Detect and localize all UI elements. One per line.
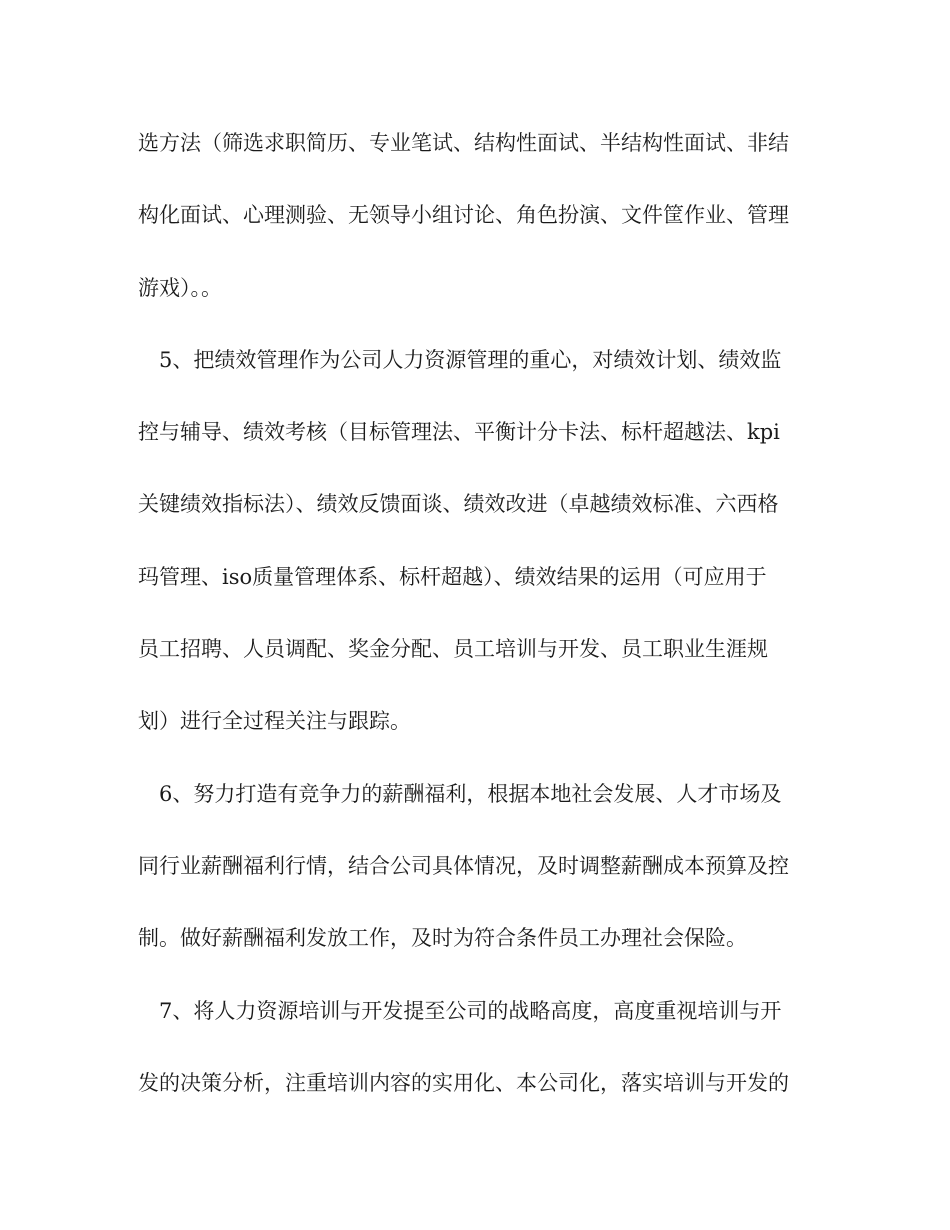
text-line-7: 玛管理、iso质量管理体系、标杆超越）、绩效结果的运用（可应用于 (138, 564, 767, 589)
document-body (138, 118, 828, 1130)
text-line-4: 5、把绩效管理作为公司人力资源管理的重心，对绩效计划、绩效监 (138, 347, 782, 372)
text-line-12: 制。做好薪酬福利发放工作，及时为符合条件员工办理社会保险。 (138, 926, 747, 951)
text-line-14: 发的决策分析，注重培训内容的实用化、本公司化，落实培训与开发的 (138, 1070, 789, 1095)
text-line-3: 游戏）。。 (138, 275, 222, 300)
text-line-13: 7、将人力资源培训与开发提至公司的战略高度，高度重视培训与开 (138, 998, 782, 1023)
text-line-9: 划）进行全过程关注与跟踪。 (138, 709, 411, 734)
text-line-5: 控与辅导、绩效考核（目标管理法、平衡计分卡法、标杆超越法、kpi (138, 420, 780, 445)
text-line-1: 选方法（筛选求职简历、专业笔试、结构性面试、半结构性面试、非结 (138, 131, 789, 155)
text-line-2: 构化面试、心理测验、无领导小组讨论、角色扮演、文件筐作业、管理 (138, 203, 789, 228)
text-line-11: 同行业薪酬福利行情，结合公司具体情况，及时调整薪酬成本预算及控 (138, 853, 789, 878)
text-line-8: 员工招聘、人员调配、奖金分配、员工培训与开发、员工职业生涯规 (138, 637, 768, 662)
text-line-10: 6、努力打造有竞争力的薪酬福利，根据本地社会发展、人才市场及 (138, 781, 782, 806)
text-line-6: 关键绩效指标法）、绩效反馈面谈、绩效改进（卓越绩效标准、六西格 (138, 492, 779, 517)
